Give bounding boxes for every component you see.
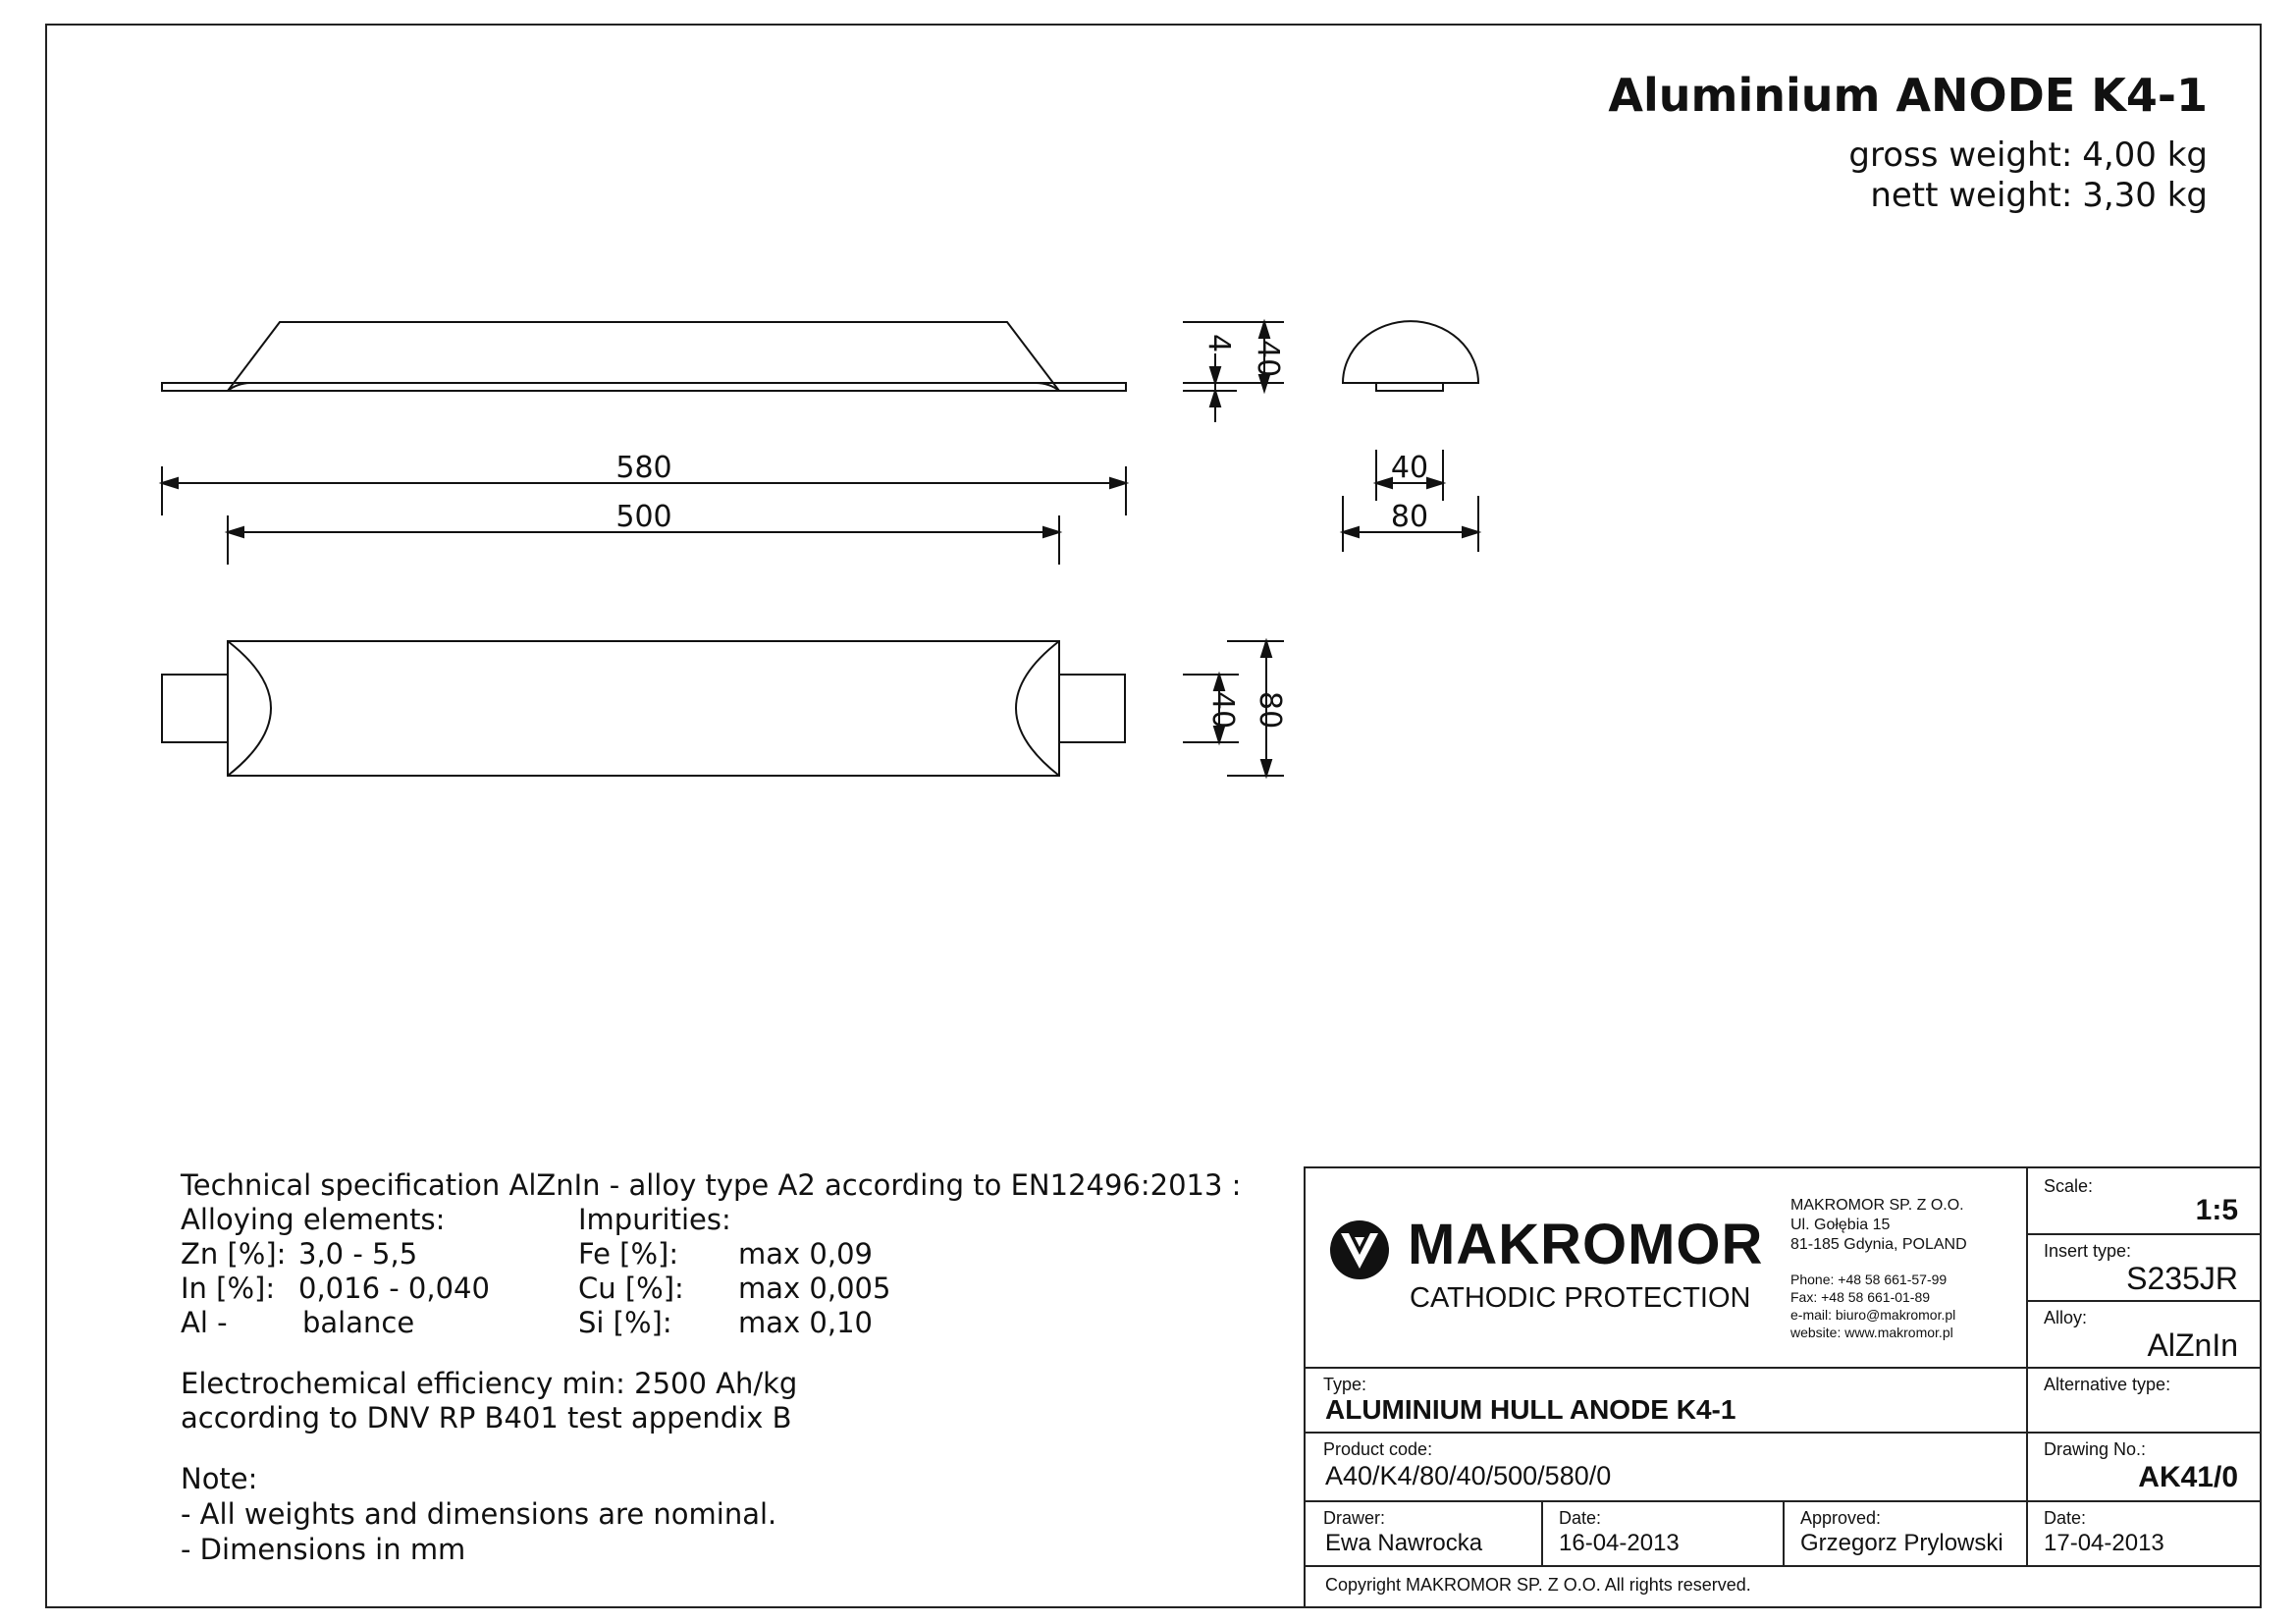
brand-name: MAKROMOR: [1408, 1213, 1764, 1276]
tb-divider: [1306, 1565, 2262, 1567]
company-contact: [1790, 1271, 1955, 1341]
insert-type-value: S235JR: [2126, 1261, 2238, 1296]
type-value: ALUMINIUM HULL ANODE K4-1: [1325, 1394, 1736, 1425]
scale-cell: [2026, 1168, 2262, 1233]
plan-view-strap-left: [162, 675, 228, 742]
approved-label: Approved:: [1800, 1508, 1882, 1528]
drawer-value: Ewa Nawrocka: [1325, 1530, 1483, 1556]
drawn-date-cell: [1541, 1500, 1783, 1565]
side-view-strap: [162, 383, 1126, 391]
impurity-value: max 0,09: [738, 1237, 873, 1271]
drawing-no-label: Drawing No.:: [2044, 1439, 2147, 1459]
notes-block: [181, 1461, 776, 1567]
brand-subtitle: CATHODIC PROTECTION: [1410, 1282, 1751, 1314]
product-code-cell: [1306, 1432, 2026, 1500]
alternative-type-label: Alternative type:: [2044, 1375, 2171, 1394]
impurity-element: Si [%]:: [578, 1306, 672, 1339]
drawn-date-label: Date:: [1559, 1508, 1602, 1528]
company-address: [1790, 1196, 1967, 1255]
efficiency-block: [181, 1367, 797, 1435]
alloy-value: 0,016 - 0,040: [298, 1272, 490, 1305]
impurity-element: Fe [%]:: [578, 1237, 679, 1271]
drawer-cell: [1306, 1500, 1541, 1565]
drawer-label: Drawer:: [1323, 1508, 1386, 1528]
approved-date-label: Date:: [2044, 1508, 2087, 1528]
spec-row: [181, 1237, 1241, 1272]
approved-date-value: 17-04-2013: [2044, 1530, 2164, 1556]
efficiency-line: Electrochemical efficiency min: 2500 Ah/kg: [181, 1367, 798, 1400]
drawing-title: Aluminium ANODE K4-1: [1608, 69, 2208, 122]
dim-end-width: 80: [1390, 500, 1429, 534]
gross-weight-value: 4,00 kg: [2082, 135, 2208, 175]
side-view-body: [228, 322, 1059, 391]
product-code-value: A40/K4/80/40/500/580/0: [1325, 1461, 1612, 1490]
spec-row: [181, 1306, 1241, 1340]
side-view-fillets: [228, 383, 1059, 391]
technical-specification: [181, 1168, 1241, 1340]
efficiency-line: according to DNV RP B401 test appendix B: [181, 1401, 792, 1435]
impurity-value: max 0,10: [738, 1306, 873, 1339]
gross-weight-label: gross weight:: [1848, 135, 2073, 175]
copyright-notice: Copyright MAKROMOR SP. Z O.O. All rights reserved.: [1325, 1575, 1751, 1595]
insert-type-label: Insert type:: [2044, 1241, 2132, 1261]
contact-line: e-mail: biuro@makromor.pl: [1790, 1307, 1956, 1323]
dim-plan-width: 80: [1253, 691, 1287, 730]
notes-heading: Note:: [181, 1462, 258, 1495]
dim-strap-thickness: 4: [1201, 334, 1236, 353]
alloy-value: AlZnIn: [2147, 1327, 2238, 1363]
spec-row: [181, 1272, 1241, 1306]
company-line: Ul. Gołębia 15: [1790, 1217, 1891, 1233]
product-code-label: Product code:: [1323, 1439, 1433, 1459]
company-line: MAKROMOR SP. Z O.O.: [1790, 1197, 1964, 1214]
note-item: - All weights and dimensions are nominal.: [181, 1497, 777, 1531]
plan-view: [162, 641, 1125, 776]
scale-label: Scale:: [2044, 1176, 2094, 1196]
nett-weight-value: 3,30 kg: [2082, 176, 2208, 215]
dim-height: 40: [1251, 340, 1285, 378]
makromor-logo: [1327, 1218, 1392, 1287]
scale-value: 1:5: [2195, 1194, 2238, 1226]
drawn-date-value: 16-04-2013: [1559, 1530, 1680, 1556]
plan-view-strap-right: [1059, 675, 1125, 742]
impurity-element: Cu [%]:: [578, 1272, 684, 1305]
impurities-heading: Impurities:: [578, 1203, 731, 1236]
alloying-heading: Alloying elements:: [181, 1203, 446, 1236]
alloy-value: balance: [302, 1306, 415, 1339]
dim-total-length: 580: [615, 451, 672, 485]
alloy-element: Al -: [181, 1306, 228, 1339]
logo-icon: [1327, 1218, 1392, 1282]
approved-date-cell: [2026, 1500, 2262, 1565]
approved-value: Grzegorz Prylowski: [1800, 1530, 2003, 1556]
title-block: [1304, 1166, 2262, 1608]
spec-heading: Technical specification AlZnIn - alloy type A2 according to EN12496:2013 :: [181, 1168, 1242, 1202]
type-label: Type:: [1323, 1375, 1367, 1394]
dim-body-length: 500: [615, 500, 672, 534]
alloy-value: 3,0 - 5,5: [298, 1237, 418, 1271]
impurity-value: max 0,005: [738, 1272, 891, 1305]
end-view-strap: [1376, 383, 1443, 391]
contact-line: Fax: +48 58 661-01-89: [1790, 1289, 1931, 1305]
contact-line: website: www.makromor.pl: [1790, 1325, 1953, 1340]
approved-cell: [1783, 1500, 2026, 1565]
drawing-no-cell: [2026, 1432, 2262, 1500]
alloy-element: In [%]:: [181, 1272, 276, 1305]
drawing-no-value: AK41/0: [2138, 1461, 2238, 1493]
nett-weight-label: nett weight:: [1870, 176, 2073, 215]
plan-view-arc-right: [1016, 641, 1059, 776]
alternative-type-cell: [2026, 1367, 2262, 1432]
alloy-label: Alloy:: [2044, 1308, 2088, 1327]
note-item: - Dimensions in mm: [181, 1533, 466, 1566]
end-view: [1343, 321, 1478, 391]
company-line: 81-185 Gdynia, POLAND: [1790, 1236, 1967, 1253]
dim-end-strap-width: 40: [1390, 451, 1429, 485]
dim-plan-strap-width: 40: [1205, 691, 1240, 730]
alloy-cell: [2026, 1300, 2262, 1367]
insert-type-cell: [2026, 1233, 2262, 1300]
alloy-element: Zn [%]:: [181, 1237, 287, 1271]
type-cell: [1306, 1367, 2026, 1432]
plan-view-arc-left: [228, 641, 271, 776]
plan-view-body: [228, 641, 1059, 776]
contact-line: Phone: +48 58 661-57-99: [1790, 1272, 1948, 1287]
side-view: [162, 322, 1126, 391]
end-view-profile: [1343, 321, 1478, 383]
